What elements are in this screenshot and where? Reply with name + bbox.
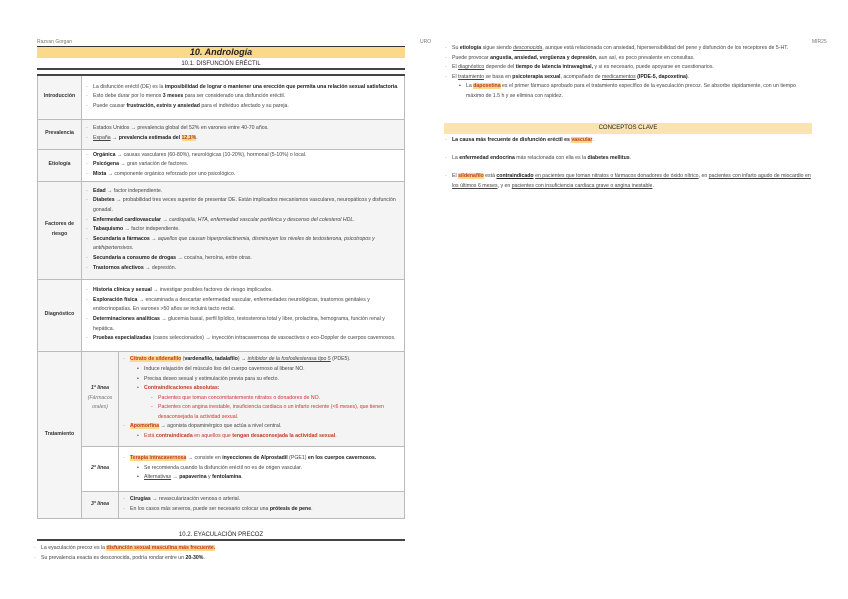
- list-item: [122, 375, 401, 385]
- text-segment: está: [483, 173, 497, 180]
- row-label: Factores de riesgo: [38, 181, 82, 279]
- table-row: [38, 279, 405, 351]
- text-segment: .: [203, 554, 205, 561]
- text-segment: psicoterapia sexual: [512, 73, 561, 80]
- list-item: [122, 454, 401, 464]
- text-segment: Mixta: [93, 170, 107, 177]
- text-segment: .: [592, 137, 594, 143]
- text-segment: en los cuerpos cavernosos.: [307, 455, 377, 462]
- list-item: [122, 495, 401, 505]
- text-segment: →: [161, 216, 170, 223]
- text-segment: Diabetes: [93, 197, 115, 204]
- treatment-row: [38, 446, 405, 491]
- text-segment: La disfunción eréctil (DE) es la: [93, 83, 165, 90]
- text-segment: España: [93, 135, 111, 141]
- text-segment: .: [397, 83, 399, 90]
- list-item: [85, 264, 401, 274]
- list-item: [444, 63, 812, 73]
- text-segment: cardiopatía, HTA, enfermedad vascular periférica y descenso del colesterol HDL: [169, 216, 354, 223]
- list-item: [122, 473, 401, 483]
- table-row: [38, 181, 405, 279]
- text-segment: Puede causar: [93, 103, 127, 110]
- text-segment: Psicógena: [93, 161, 119, 168]
- text-segment: para el individuo afectado y su pareja.: [199, 103, 289, 110]
- text-segment: Induce relajación del músculo liso del cuerpo cavernoso al liberar NO.: [144, 365, 305, 372]
- list-item: [122, 355, 401, 365]
- text-segment: La eyaculación precoz es la: [41, 545, 107, 551]
- text-segment: , acompañado de: [560, 73, 602, 80]
- text-segment: Secundaria a fármacos: [93, 235, 150, 242]
- treatment-line-label: [82, 446, 119, 491]
- line-label: 1ª línea: [90, 385, 110, 392]
- text-segment: fentolamina: [212, 474, 242, 481]
- text-segment: → probabilidad tres veces superior de presentar DE. Están implicados mecanismos vasculares, neuropáticos y disfunción gonadal.: [93, 197, 396, 214]
- section2-list: [33, 544, 405, 563]
- text-segment: dapoxetina: [473, 83, 501, 90]
- text-segment: El: [452, 64, 459, 71]
- text-segment: Historia clínica y sexual: [93, 287, 152, 294]
- key-concept: [444, 154, 812, 164]
- chapter-title: 10. Andrología: [37, 46, 405, 58]
- text-segment: papaverina: [179, 474, 207, 481]
- row-label: Etiología: [38, 149, 82, 181]
- list-item: [85, 134, 401, 144]
- table-row: [38, 75, 405, 119]
- list-item: [85, 92, 401, 102]
- list-item: [85, 196, 401, 215]
- text-segment: Determinaciones analíticas: [93, 316, 160, 322]
- list-item: [85, 235, 401, 254]
- text-segment: → factor independiente.: [105, 187, 163, 194]
- text-segment: contraindicado: [496, 173, 534, 180]
- erectile-dysfunction-table: [37, 74, 405, 519]
- list-item: [85, 187, 401, 197]
- text-segment: pacientes con infarto agudo de miocardio en los últimos 6 meses: [452, 173, 811, 189]
- text-segment: Pruebas especializadas: [93, 335, 152, 342]
- list-item: [444, 54, 812, 64]
- text-segment: , aun así, es poco prevalente en consultas.: [595, 54, 695, 61]
- text-segment: → gran variación de factores.: [118, 161, 189, 168]
- list-item: [85, 160, 401, 170]
- text-segment: disfunción sexual masculina más frecuente.: [106, 545, 216, 551]
- text-segment: Pacientes que toman concomitantemente nitratos o donadores de NO.: [158, 394, 321, 401]
- list-item: [444, 44, 812, 54]
- text-segment: depende del: [484, 64, 516, 71]
- text-segment: es el primer fármaco aprobado para el tratamiento específico de la eyaculación precoz. Se absorbe rápidamente, con un tiempo máximo de 1.5 h y se elimina con rapidez.: [466, 83, 796, 99]
- text-segment: (PGE1): [287, 455, 308, 462]
- treatment-line-label: [82, 491, 119, 518]
- text-segment: , en: [698, 173, 709, 180]
- text-segment: Cirugías: [130, 495, 151, 502]
- text-segment: Trastornos afectivos: [93, 264, 144, 271]
- text-segment: sildenafilo: [458, 173, 484, 180]
- text-segment: → depresión.: [143, 264, 177, 271]
- line-label: 2ª línea: [90, 464, 110, 471]
- list-item: [85, 151, 401, 161]
- text-segment: La: [466, 83, 474, 90]
- text-segment: Citrato de sildenafilo: [130, 356, 182, 363]
- treatment-row: [38, 351, 405, 446]
- text-segment: en aquellos que: [192, 433, 233, 440]
- text-segment: Terapia intracavernosa: [130, 455, 187, 462]
- text-segment: En los casos más severos, puede ser necesario colocar una: [130, 505, 270, 512]
- text-segment: .: [311, 505, 313, 512]
- text-segment: → revascularización venosa o arterial.: [150, 495, 241, 502]
- text-segment: sigue siendo: [481, 45, 514, 51]
- list-item: [122, 432, 401, 442]
- text-segment: , y en: [497, 182, 512, 189]
- text-segment: .: [629, 155, 632, 162]
- text-segment: La causa más frecuente de disfunción eréctil es: [452, 137, 572, 143]
- text-segment: .: [335, 433, 337, 440]
- text-segment: ) →: [237, 356, 248, 363]
- text-segment: Tabaquismo: [93, 226, 124, 233]
- list-item: [85, 296, 401, 315]
- text-segment: .: [687, 73, 690, 80]
- text-segment: Contraindicaciones absolutas:: [144, 385, 220, 392]
- text-segment: (IPDE-5, dapoxetina): [637, 73, 688, 80]
- text-segment: frustración, estrés y ansiedad: [126, 103, 200, 110]
- text-segment: .: [196, 135, 198, 141]
- text-segment: .: [353, 216, 355, 223]
- row-label: Introducción: [38, 75, 82, 119]
- text-segment: → consiste en: [186, 455, 223, 462]
- text-segment: aquellos que causan hiperprolactinemia, disminuyen los niveles de testosterona, psicotropos y antihipertensivos.: [93, 235, 375, 252]
- section2-title: 10.2. EYACULACIÓN PRECOZ: [37, 530, 405, 541]
- section-title: 10.1. DISFUNCIÓN ERÉCTIL: [37, 59, 405, 70]
- text-segment: →: [149, 235, 158, 242]
- text-segment: Apomorfina: [130, 423, 160, 430]
- text-segment: desconocida: [513, 45, 543, 51]
- text-segment: (casos seleccionados) → inyección intracavernosa de vasoactivos o eco-Doppler de cuerpos cavernosos.: [151, 335, 396, 342]
- text-segment: se basa en: [484, 73, 513, 80]
- text-segment: vascular: [571, 137, 593, 143]
- key-concepts-title: CONCEPTOS CLAVE: [444, 123, 812, 134]
- text-segment: .: [241, 474, 243, 481]
- list-item: [85, 334, 401, 344]
- text-segment: → cocaína, heroína, entre otras.: [176, 254, 252, 261]
- text-segment: 3 meses: [162, 93, 184, 100]
- text-segment: Su prevalencia exacta es desconocida, podría rondar entre un: [41, 554, 186, 561]
- list-item: [33, 554, 405, 564]
- text-segment: tiempo de latencia intravaginal,: [515, 64, 594, 71]
- text-segment: más relacionada con ella es la: [514, 155, 588, 162]
- text-segment: Está: [144, 433, 156, 440]
- list-item: [85, 286, 401, 296]
- text-segment: en pacientes que toman nitratos o fármacos donadores de óxido nítrico: [535, 173, 699, 180]
- text-segment: y: [206, 474, 213, 481]
- text-segment: (PDE5).: [330, 356, 351, 363]
- text-segment: El: [452, 73, 459, 80]
- list-item: [122, 403, 401, 422]
- right-list: [444, 44, 812, 102]
- text-segment: Secundaria a consumo de drogas: [93, 254, 177, 261]
- list-item: [85, 225, 401, 235]
- text-segment: La: [452, 155, 460, 162]
- text-segment: Orgánica: [93, 151, 116, 158]
- text-segment: y si es necesario, puede apoyarse en cuestionarios.: [593, 64, 714, 71]
- text-segment: prótesis de pene: [269, 505, 312, 512]
- list-item: [444, 73, 812, 83]
- list-item: [444, 82, 812, 101]
- list-item: [85, 83, 401, 93]
- text-segment: → agonista dopaminérgico que actúa a nivel central.: [159, 423, 282, 430]
- list-item: [122, 365, 401, 375]
- text-segment: El: [452, 173, 459, 180]
- text-segment: Su: [452, 45, 460, 51]
- text-segment: medicamentos: [601, 73, 636, 80]
- text-segment: diagnóstico: [458, 64, 485, 71]
- row-label: Tratamiento: [38, 351, 82, 518]
- list-item: [122, 505, 401, 515]
- row-label: Prevalencia: [38, 119, 82, 149]
- text-segment: diabetes mellitus: [587, 155, 630, 162]
- list-item: [85, 124, 401, 134]
- key-concept: [444, 136, 812, 146]
- text-segment: Puede provocar: [452, 54, 491, 61]
- row-label: Diagnóstico: [38, 279, 82, 351]
- text-segment: Esto debe durar por lo menos: [93, 93, 163, 100]
- list-item: [85, 170, 401, 180]
- list-item: [85, 102, 401, 112]
- text-segment: Pacientes con angina inestable, insuficiencia cardiaca o un infarto reciente (<6 meses), que tienen desaconsejada la actividad sexual.: [158, 404, 384, 420]
- text-segment: → investigar posibles factores de riesgo implicados.: [151, 287, 273, 294]
- text-segment: Precisa deseo sexual y estimulación previa para su efecto.: [144, 375, 279, 382]
- text-segment: → causas vasculares (60-80%), neurológicas (10-20%), hormonal (5-10%) o local.: [115, 151, 307, 158]
- key-concept: [444, 172, 812, 191]
- text-segment: Se recomienda cuando la disfunción eréctil no es de origen vascular.: [144, 464, 303, 471]
- text-segment: →: [110, 135, 119, 141]
- text-segment: Estados Unidos → prevalencia global del 52% en varones entre 40-70 años.: [93, 125, 269, 132]
- text-segment: tengan desaconsejada la actividad sexual: [232, 433, 336, 440]
- text-segment: inyecciones de Alprostadil: [222, 455, 288, 462]
- list-item: [85, 254, 401, 264]
- text-segment: inhibidor de la fosfodiesterasa tipo 5: [247, 356, 331, 363]
- line-label: 3ª línea: [90, 500, 110, 507]
- text-segment: angustia, ansiedad, vergüenza y depresión: [490, 54, 596, 61]
- text-segment: para ser considerado una disfunción eréctil.: [183, 93, 286, 100]
- text-segment: .: [652, 182, 654, 189]
- text-segment: → encaminada a descartar enfermedad vascular, enfermedades neurológicas, trastornos genitales y endocrinopatías. En varones >50 años se incluirá tacto rectal.: [93, 296, 370, 313]
- section-header: URO: [420, 39, 432, 45]
- text-segment: Edad: [93, 187, 106, 194]
- text-segment: 12,1%: [181, 135, 197, 141]
- list-item: [85, 216, 401, 226]
- list-item: [122, 384, 401, 394]
- list-item: [122, 464, 401, 474]
- edition-header: MIR25: [812, 39, 827, 45]
- text-segment: (: [181, 356, 185, 363]
- text-segment: → componente orgánico reforzado por uno psicológico.: [106, 170, 236, 177]
- key-concepts-list: [444, 136, 812, 200]
- table-row: [38, 149, 405, 181]
- text-segment: etiología: [459, 45, 482, 51]
- treatment-row: [38, 491, 405, 518]
- list-item: [33, 544, 405, 554]
- text-segment: Alternativas: [144, 474, 172, 481]
- text-segment: enfermedad endocrina: [459, 155, 515, 162]
- text-segment: pacientes con insuficiencia cardiaca grave o angina inestable: [511, 182, 653, 189]
- table-row: [38, 119, 405, 149]
- text-segment: vardenafilo, tadalafilo: [184, 356, 238, 363]
- text-segment: contraindicada: [155, 433, 193, 440]
- list-item: [122, 422, 401, 432]
- text-segment: tratamiento: [458, 73, 485, 80]
- text-segment: imposibilidad de lograr o mantener una erección que permita una relación sexual satisfactoria: [164, 83, 398, 90]
- text-segment: prevalencia estimada del: [118, 135, 182, 141]
- text-segment: → glucemia basal, perfil lipídico, testosterona total y libre, prolactina, hemograma, función renal y hepática.: [93, 316, 385, 332]
- text-segment: → factor independiente.: [123, 226, 180, 233]
- text-segment: →: [171, 474, 180, 481]
- text-segment: , aunque está relacionada con ansiedad, hipersensibilidad del pene y disfunción de los receptores de 5-HT.: [542, 45, 789, 51]
- text-segment: Enfermedad cardiovascular: [93, 216, 162, 223]
- treatment-line-label: [82, 351, 119, 446]
- author-header: Razvan Gorgan: [37, 39, 73, 45]
- text-segment: 20-30%: [185, 554, 204, 561]
- list-item: [85, 315, 401, 334]
- list-item: [122, 394, 401, 404]
- line-note: (Fármacos orales): [87, 394, 113, 411]
- text-segment: Exploración física: [93, 296, 138, 303]
